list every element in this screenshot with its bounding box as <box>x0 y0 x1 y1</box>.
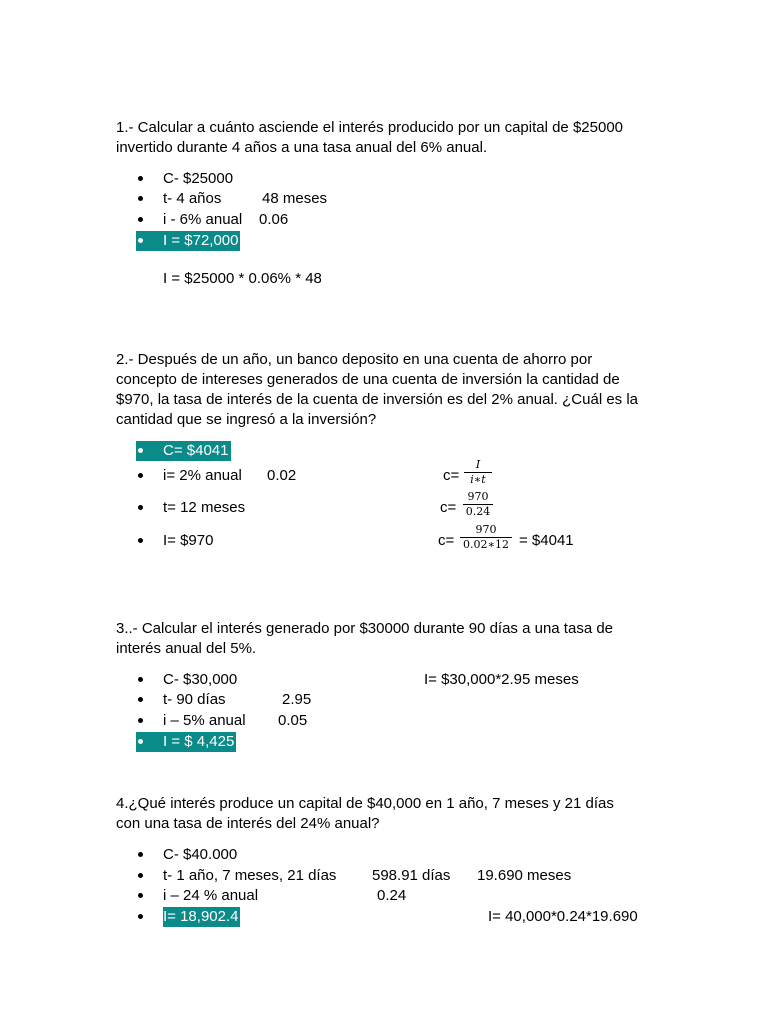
bullet-icon <box>137 531 145 551</box>
statement-line: interés anual del 5%. <box>116 640 257 657</box>
statement-line: 4.¿Qué interés produce un capital de $40,000 en 1 año, 7 meses y 21 días <box>116 795 614 812</box>
statement-line: cantidad que se ingresó a la inversión? <box>116 411 377 428</box>
fraction-denominator: 0.24 <box>465 505 491 518</box>
statement-line: 3..- Calcular el interés generado por $30000 durante 90 días a una tasa de <box>116 620 614 637</box>
fraction-formula <box>460 524 512 551</box>
problem-2-result: C= $4041 <box>163 442 229 459</box>
bullet-icon <box>137 670 145 690</box>
problem-3-result: I = $ 4,425 <box>163 733 235 750</box>
bullet-icon <box>137 732 145 752</box>
problem-3-time: t- 90 días <box>163 691 226 708</box>
problem-1-formula: I = $25000 * 0.06% * 48 <box>163 270 322 287</box>
problem-3-formula: I= $30,000*2.95 meses <box>424 671 579 688</box>
statement-line: con una tasa de interés del 24% anual? <box>116 815 380 832</box>
fraction-formula <box>463 491 493 518</box>
bullet-icon <box>137 711 145 731</box>
problem-1-capital: C- $25000 <box>163 170 234 187</box>
problem-4-result: I= 18,902.4 <box>163 908 239 925</box>
bullet-icon <box>137 866 145 886</box>
statement-line: 1.- Calcular a cuánto asciende el interés producido por un capital de $25000 <box>116 119 623 136</box>
problem-2-time: t= 12 meses <box>163 499 246 516</box>
problem-4-formula: I= 40,000*0.24*19.690 <box>488 908 638 925</box>
bullet-icon <box>137 189 145 209</box>
bullet-icon <box>137 886 145 906</box>
problem-2-statement <box>116 350 656 430</box>
bullet-icon <box>137 498 145 518</box>
problem-4-time-days: 598.91 días <box>372 867 451 884</box>
bullet-icon <box>137 210 145 230</box>
fraction-denominator: 0.02∗12 <box>463 538 509 551</box>
bullet-icon <box>137 231 145 251</box>
bullet-icon <box>137 907 145 927</box>
problem-4-time: t- 1 año, 7 meses, 21 días <box>163 867 337 884</box>
problem-1-time: t- 4 años <box>163 190 222 207</box>
problem-4-rate-decimal: 0.24 <box>377 887 407 904</box>
statement-line: concepto de intereses generados de una cuenta de inversión la cantidad de <box>116 371 620 388</box>
problem-1-time-months: 48 meses <box>262 190 328 207</box>
problem-1-rate-decimal: 0.06 <box>259 211 289 228</box>
fraction-result: = $4041 <box>519 532 574 549</box>
problem-3-time-months: 2.95 <box>282 691 312 708</box>
problem-4-rate: i – 24 % anual <box>163 887 259 904</box>
problem-2-rate-decimal: 0.02 <box>267 467 297 484</box>
problem-4-capital: C- $40.000 <box>163 846 238 863</box>
fraction-numerator: I <box>475 458 481 471</box>
bullet-icon <box>137 845 145 865</box>
bullet-icon <box>137 441 145 461</box>
bullet-icon <box>137 466 145 486</box>
problem-1-result: I = $72,000 <box>163 232 239 249</box>
problem-4-statement <box>116 794 656 834</box>
problem-1-statement <box>116 118 656 158</box>
fraction-numerator: 970 <box>475 523 497 536</box>
problem-2-rate: i= 2% anual <box>163 467 242 484</box>
problem-4-time-months: 19.690 meses <box>477 867 572 884</box>
fraction-numerator: 970 <box>467 490 489 503</box>
bullet-icon <box>137 169 145 189</box>
fraction-formula <box>464 459 492 486</box>
problem-3-statement <box>116 619 656 659</box>
problem-2-interest: I= $970 <box>163 532 214 549</box>
statement-line: $970, la tasa de interés de la cuenta de inversión es del 2% anual. ¿Cuál es la <box>116 391 638 408</box>
problem-3-rate-decimal: 0.05 <box>278 712 308 729</box>
problem-3-capital: C- $30,000 <box>163 671 238 688</box>
problem-1-rate: i - 6% anual <box>163 211 243 228</box>
fraction-prefix: c= <box>440 499 457 516</box>
fraction-prefix: c= <box>443 467 460 484</box>
statement-line: invertido durante 4 años a una tasa anual del 6% anual. <box>116 139 488 156</box>
fraction-prefix: c= <box>438 532 455 549</box>
bullet-icon <box>137 690 145 710</box>
fraction-denominator: i∗t <box>470 473 486 486</box>
problem-3-rate: i – 5% anual <box>163 712 246 729</box>
statement-line: 2.- Después de un año, un banco deposito en una cuenta de ahorro por <box>116 351 593 368</box>
